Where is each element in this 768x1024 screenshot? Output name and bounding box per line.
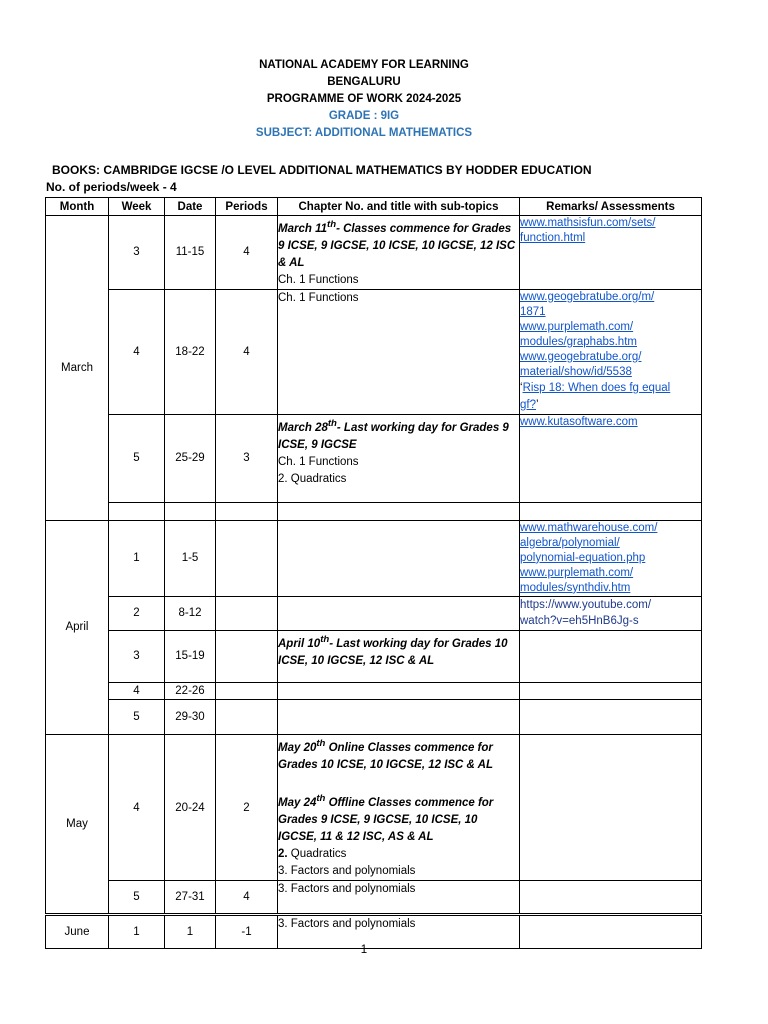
remarks-cell <box>520 596 702 630</box>
week-cell: 1 <box>109 915 165 949</box>
col-header-week: Week <box>109 198 165 216</box>
week-cell: 4 <box>109 289 165 414</box>
col-header-chapter: Chapter No. and title with sub-topics <box>278 198 520 216</box>
programme-table <box>45 197 702 949</box>
remark-link[interactable]: function.html <box>520 232 586 244</box>
chapter-cell <box>278 734 520 881</box>
month-march: March <box>46 216 109 521</box>
table-row <box>46 630 702 682</box>
chapter-text: 3. Factors and polynomials <box>278 865 416 878</box>
date-cell: 29-30 <box>165 699 216 734</box>
periods-cell: -1 <box>216 915 278 949</box>
chapter-cell <box>278 682 520 699</box>
risp-reference: ‘Risp 18: When does fg equal gf?’ <box>520 381 671 411</box>
week-cell: 3 <box>109 630 165 682</box>
risp-link[interactable]: gf? <box>520 398 536 411</box>
periods-cell <box>216 630 278 682</box>
table-row <box>46 596 702 630</box>
week-cell: 5 <box>109 699 165 734</box>
date-cell: 25-29 <box>165 414 216 502</box>
periods-cell: 4 <box>216 216 278 290</box>
remarks-cell <box>520 881 702 915</box>
table-row <box>46 881 702 915</box>
risp-link[interactable]: Risp 18: When does fg equal <box>522 381 671 394</box>
periods-cell <box>216 596 278 630</box>
month-april: April <box>46 520 109 734</box>
col-header-remarks: Remarks/ Assessments <box>520 198 702 216</box>
school-city: BENGALURU <box>327 76 401 88</box>
remark-link[interactable]: material/show/id/5538 <box>520 365 632 378</box>
chapter-text: 3. Factors and polynomials <box>278 883 416 896</box>
col-header-month: Month <box>46 198 109 216</box>
remarks-cell <box>520 734 702 881</box>
week-cell: 5 <box>109 414 165 502</box>
week-cell: 5 <box>109 881 165 915</box>
remarks-cell <box>520 216 702 290</box>
chapter-cell <box>278 289 520 414</box>
remark-link[interactable]: www.mathwarehouse.com/ <box>520 521 658 534</box>
remark-link[interactable]: modules/synthdiv.htm <box>520 581 631 594</box>
table-row <box>46 414 702 502</box>
remark-link[interactable]: www.mathsisfun.com/sets/ <box>520 217 656 229</box>
chapter-text: 2. Quadratics <box>278 472 347 485</box>
chapter-cell <box>278 596 520 630</box>
col-header-date: Date <box>165 198 216 216</box>
month-june: June <box>46 915 109 949</box>
periods-cell: 2 <box>216 734 278 881</box>
chapter-cell <box>278 414 520 502</box>
note-text: March 11th- Classes commence for Grades 9 ICSE, 9 IGCSE, 10 ICSE, 10 IGCSE, 12 ISC & AL <box>278 219 516 269</box>
remarks-cell <box>520 682 702 699</box>
table-row <box>46 734 702 881</box>
table-row <box>46 682 702 699</box>
table-row <box>46 699 702 734</box>
chapter-cell <box>278 520 520 596</box>
periods-cell: 4 <box>216 881 278 915</box>
date-cell: 1-5 <box>165 520 216 596</box>
chapter-cell <box>278 699 520 734</box>
chapter-text: 3. Factors and polynomials <box>278 918 416 931</box>
programme-title: PROGRAMME OF WORK 2024-2025 <box>266 93 462 105</box>
note-text: May 20th Online Classes commence for Grades 10 ICSE, 10 IGCSE, 12 ISC & AL <box>278 737 493 771</box>
chapter-text: Ch. 1 Functions <box>278 273 359 286</box>
remark-link[interactable]: algebra/polynomial/ <box>520 536 620 549</box>
chapter-cell <box>278 630 520 682</box>
remark-link[interactable]: 1871 <box>520 305 546 318</box>
books-line: BOOKS: CAMBRIDGE IGCSE /O LEVEL ADDITIONAL MATHEMATICS BY HODDER EDUCATION <box>52 163 592 177</box>
remarks-cell <box>520 630 702 682</box>
date-cell: 20-24 <box>165 734 216 881</box>
remark-link[interactable]: www.purplemath.com/ <box>520 566 634 579</box>
note-text: March 28th- Last working day for Grades 9 ICSE, 9 IGCSE <box>278 417 509 451</box>
grade-label: GRADE : 9IG <box>328 110 400 122</box>
month-may: May <box>46 734 109 915</box>
date-cell: 1 <box>165 915 216 949</box>
remark-text: watch?v=eh5HnB6Jg-s <box>520 614 639 627</box>
periods-cell <box>216 699 278 734</box>
subject-label: SUBJECT: ADDITIONAL MATHEMATICS <box>255 127 473 139</box>
date-cell: 27-31 <box>165 881 216 915</box>
remarks-cell <box>520 699 702 734</box>
date-cell: 11-15 <box>165 216 216 290</box>
page-number: 1 <box>360 944 368 956</box>
date-cell: 8-12 <box>165 596 216 630</box>
school-name: NATIONAL ACADEMY FOR LEARNING <box>259 59 469 71</box>
chapter-cell <box>278 881 520 915</box>
week-cell: 4 <box>109 734 165 881</box>
periods-cell: 3 <box>216 414 278 502</box>
remarks-cell <box>520 414 702 502</box>
table-row <box>46 289 702 414</box>
periods-cell <box>216 682 278 699</box>
chapter-text: 2. Quadratics <box>278 848 347 861</box>
periods-per-week: No. of periods/week - 4 <box>46 180 177 194</box>
date-cell: 15-19 <box>165 630 216 682</box>
remarks-cell <box>520 520 702 596</box>
chapter-cell <box>278 216 520 290</box>
table-header-row <box>46 198 702 216</box>
periods-cell: 4 <box>216 289 278 414</box>
periods-cell <box>216 520 278 596</box>
remarks-cell <box>520 289 702 414</box>
chapter-text: Ch. 1 Functions <box>278 291 359 304</box>
col-header-periods: Periods <box>216 198 278 216</box>
remark-link[interactable]: www.purplemath.com/ <box>520 320 634 333</box>
remark-text: https://www.youtube.com/ <box>520 598 652 611</box>
table-row <box>46 520 702 596</box>
remark-link[interactable]: www.kutasoftware.com <box>520 415 638 428</box>
remark-link[interactable]: polynomial-equation.php <box>520 551 646 564</box>
note-text: April 10th- Last working day for Grades 10 ICSE, 10 IGCSE, 12 ISC & AL <box>278 633 508 667</box>
remark-link[interactable]: www.geogebratube.org/m/ <box>520 290 655 303</box>
table-row <box>46 502 702 520</box>
remark-link[interactable]: www.geogebratube.org/ <box>520 350 642 363</box>
date-cell: 22-26 <box>165 682 216 699</box>
note-text: May 24th Offline Classes commence for Grades 9 ICSE, 9 IGCSE, 10 ICSE, 10 IGCSE, 11 & 12 ISC, AS & AL <box>278 793 494 844</box>
table-row <box>46 216 702 290</box>
week-cell: 1 <box>109 520 165 596</box>
date-cell: 18-22 <box>165 289 216 414</box>
week-cell: 2 <box>109 596 165 630</box>
remark-link[interactable]: modules/graphabs.htm <box>520 335 637 348</box>
week-cell: 3 <box>109 216 165 290</box>
chapter-text: Ch. 1 Functions <box>278 455 359 468</box>
week-cell: 4 <box>109 682 165 699</box>
